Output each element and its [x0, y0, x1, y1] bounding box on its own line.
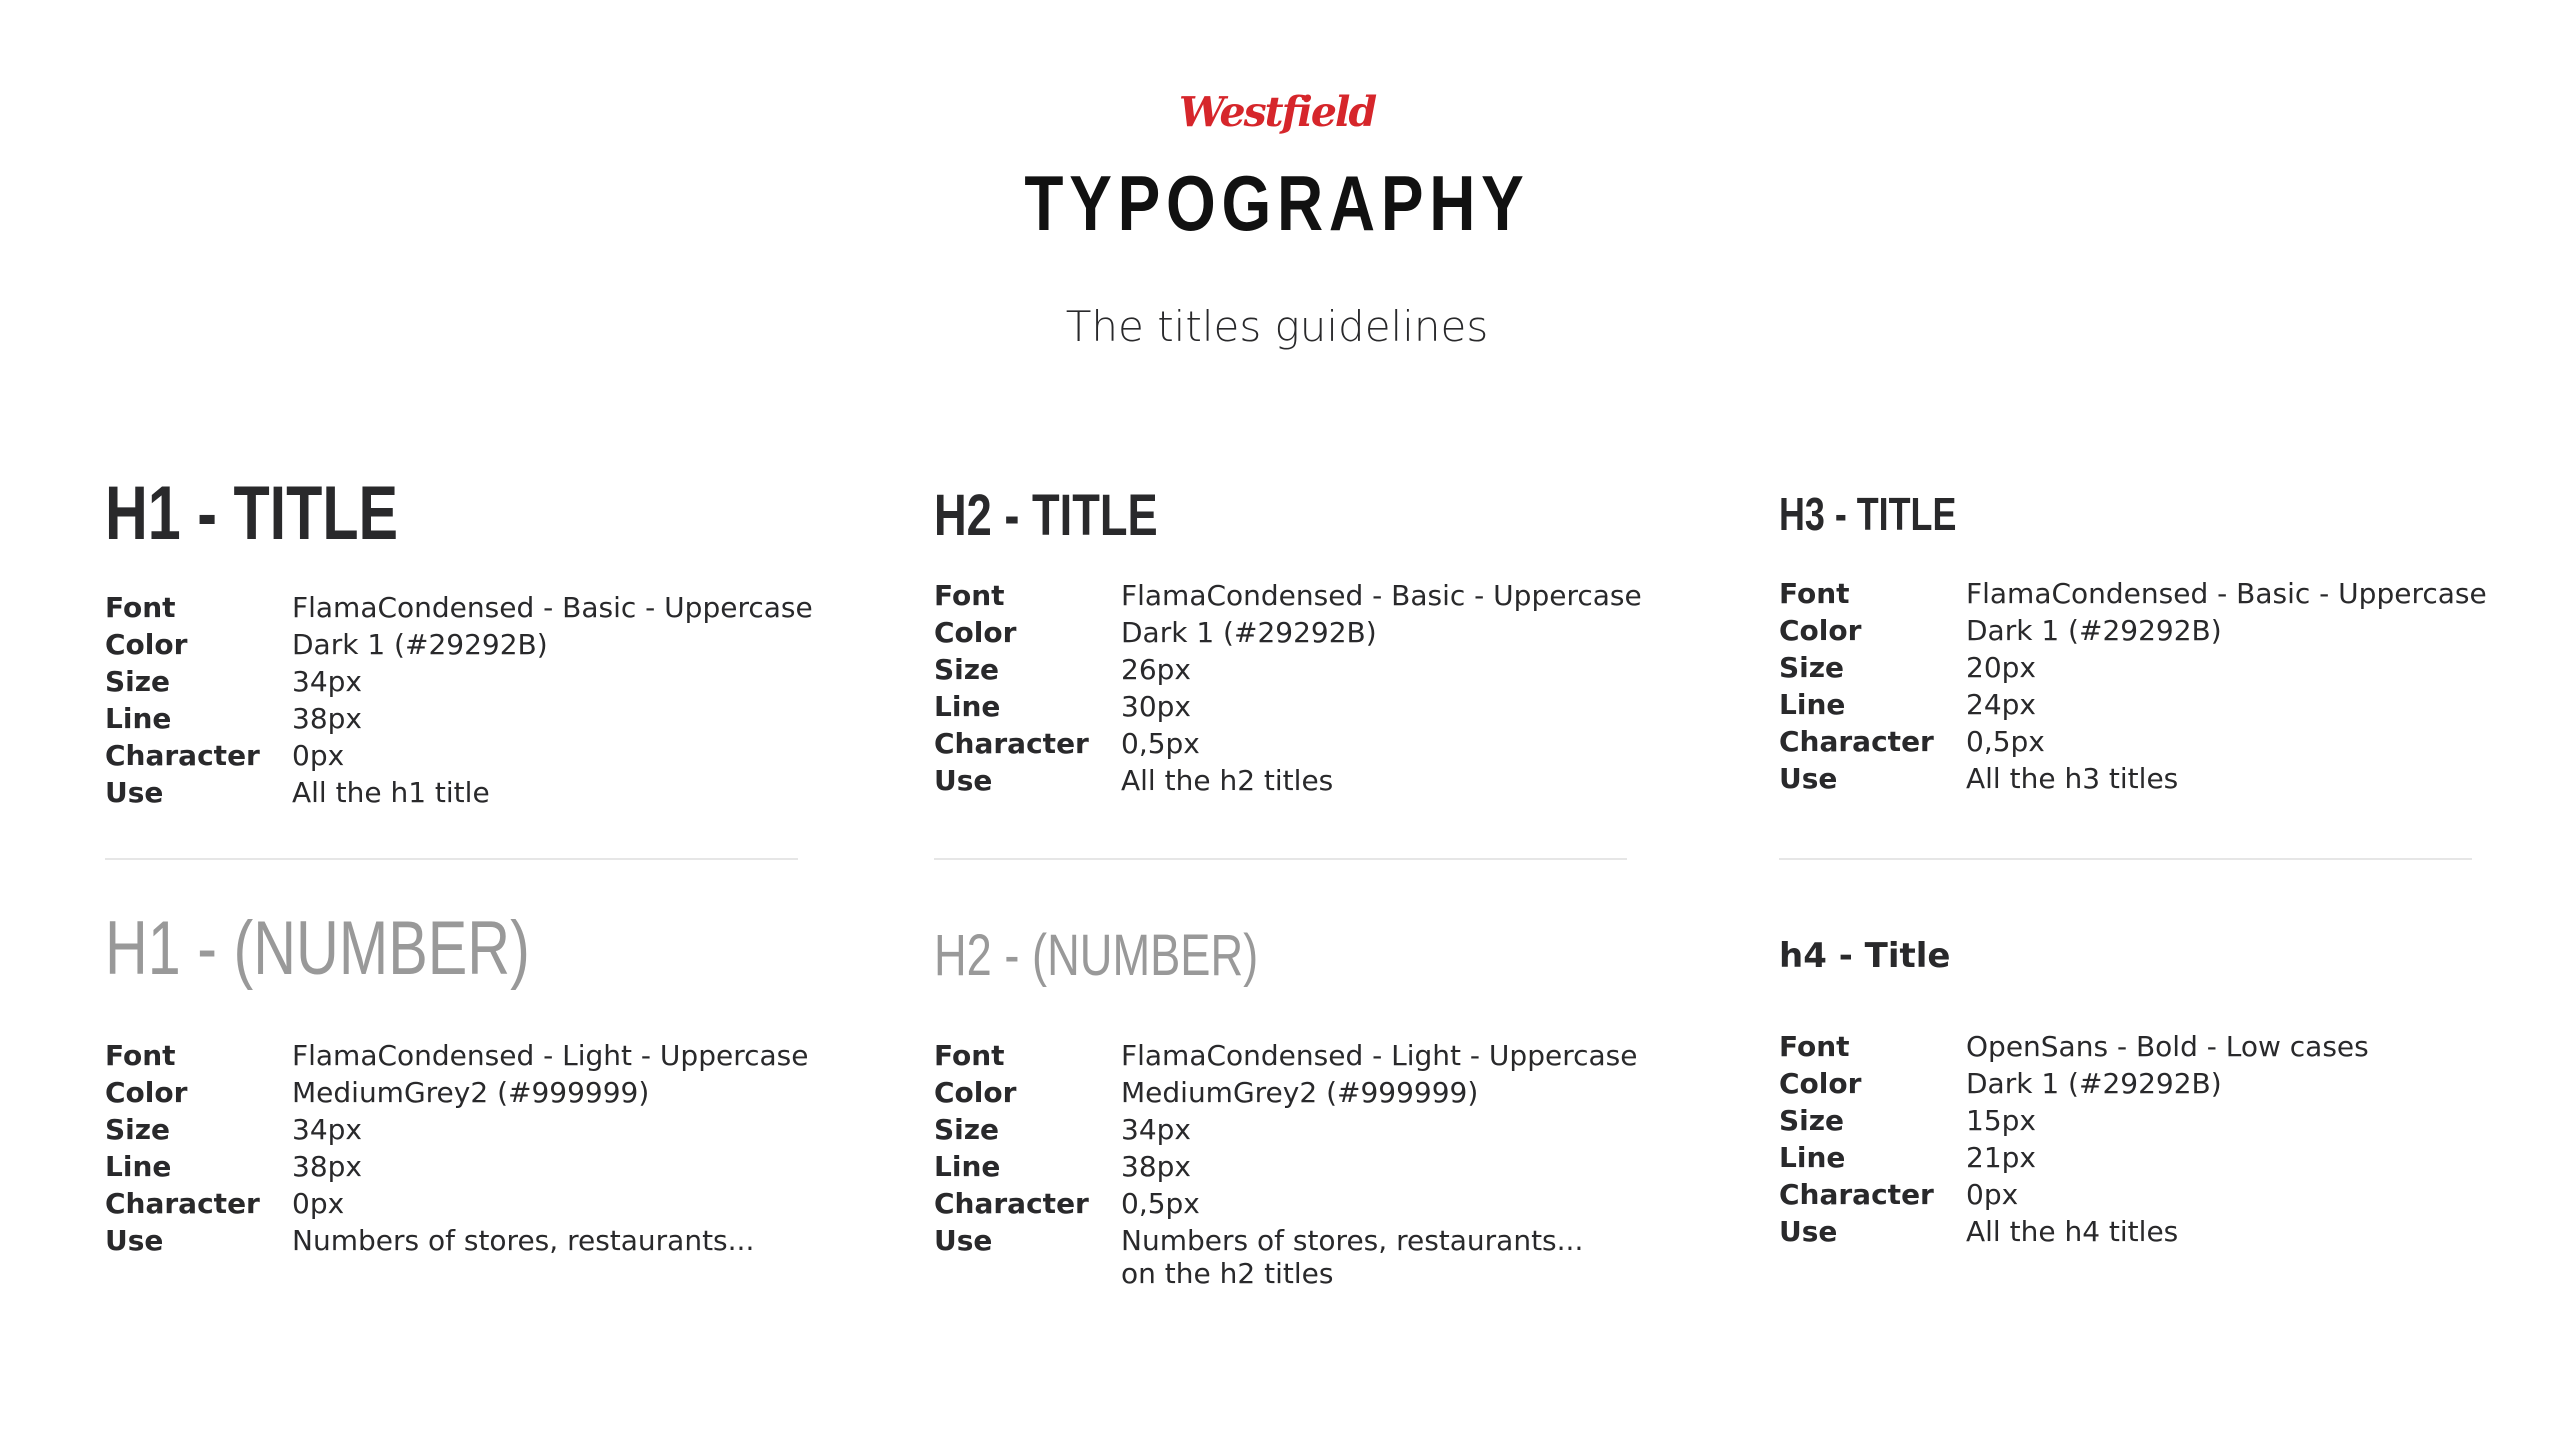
- page-title: TYPOGRAPHY: [1024, 159, 1530, 247]
- h1-title-sample: H1 - TITLE: [105, 471, 399, 556]
- spec-row-use: [1779, 1213, 2369, 1250]
- spec-row-line: [1779, 686, 2487, 723]
- spec-row-font: [105, 589, 813, 626]
- divider: [105, 858, 798, 860]
- spec-value-use: All the h4 titles: [1966, 1215, 2179, 1248]
- spec-value-line: 24px: [1966, 688, 2036, 721]
- spec-value-font: FlamaCondensed - Light - Uppercase: [292, 1039, 809, 1072]
- spec-row-line: [934, 688, 1642, 725]
- spec-label-color: Color: [105, 628, 188, 661]
- spec-label-color: Color: [1779, 1067, 1862, 1100]
- spec-value-color: Dark 1 (#29292B): [1966, 614, 2222, 647]
- spec-row-use: [934, 1222, 1637, 1289]
- spec-row-color: [105, 626, 813, 663]
- spec-label-use: Use: [934, 1224, 993, 1257]
- spec-label-font: Font: [1779, 577, 1850, 610]
- spec-label-font: Font: [934, 1039, 1005, 1072]
- spec-row-font: [1779, 1028, 2369, 1065]
- spec-label-use: Use: [105, 1224, 164, 1257]
- spec-row-color: [1779, 1065, 2369, 1102]
- spec-value-size: 34px: [292, 665, 362, 698]
- spec-value-use: All the h1 title: [292, 776, 490, 809]
- spec-label-character: Character: [1779, 1178, 1934, 1211]
- spec-label-size: Size: [105, 665, 171, 698]
- spec-label-use: Use: [105, 776, 164, 809]
- spec-label-line: Line: [105, 1150, 172, 1183]
- spec-row-size: [934, 1111, 1637, 1148]
- spec-row-character: [1779, 1176, 2369, 1213]
- spec-row-size: [105, 1111, 808, 1148]
- spec-label-use: Use: [1779, 762, 1838, 795]
- divider: [934, 858, 1627, 860]
- spec-value-character: 0px: [292, 739, 345, 772]
- spec-value-use-line-1: Numbers of stores, restaurants...: [1121, 1224, 1584, 1257]
- spec-value-size: 34px: [292, 1113, 362, 1146]
- spec-value-font: FlamaCondensed - Basic - Uppercase: [1121, 579, 1642, 612]
- h4-title-sample: h4 - Title: [1779, 936, 1951, 976]
- spec-value-size: 34px: [1121, 1113, 1191, 1146]
- spec-row-font: [105, 1037, 808, 1074]
- spec-row-use: [1779, 760, 2487, 797]
- spec-label-line: Line: [105, 702, 172, 735]
- spec-row-line: [934, 1148, 1637, 1185]
- spec-row-use: [105, 774, 813, 811]
- spec-row-color: [105, 1074, 808, 1111]
- spec-value-line: 38px: [292, 1150, 362, 1183]
- spec-value-use: Numbers of stores, restaurants...: [292, 1224, 755, 1257]
- spec-row-character: [934, 725, 1642, 762]
- spec-label-size: Size: [934, 653, 1000, 686]
- spec-row-color: [934, 614, 1642, 651]
- spec-value-use: All the h3 titles: [1966, 762, 2179, 795]
- spec-row-line: [105, 1148, 808, 1185]
- spec-label-size: Size: [105, 1113, 171, 1146]
- h4-spec-table: [1779, 1028, 2369, 1250]
- h1-number-spec-table: [105, 1037, 808, 1259]
- spec-row-font: [934, 577, 1642, 614]
- spec-row-use: [105, 1222, 808, 1259]
- h1-number-sample: H1 - (NUMBER): [105, 906, 530, 991]
- spec-label-font: Font: [934, 579, 1005, 612]
- spec-row-color: [1779, 612, 2487, 649]
- spec-label-color: Color: [105, 1076, 188, 1109]
- page-subtitle: The titles guidelines: [1065, 302, 1489, 351]
- spec-row-font: [934, 1037, 1637, 1074]
- spec-row-color: [934, 1074, 1637, 1111]
- spec-row-size: [934, 651, 1642, 688]
- spec-label-font: Font: [105, 1039, 176, 1072]
- spec-label-character: Character: [105, 739, 260, 772]
- spec-label-character: Character: [934, 727, 1089, 760]
- spec-value-character: 0,5px: [1121, 1187, 1200, 1220]
- spec-label-use: Use: [1779, 1215, 1838, 1248]
- spec-value-font: FlamaCondensed - Basic - Uppercase: [292, 591, 813, 624]
- spec-label-size: Size: [934, 1113, 1000, 1146]
- spec-label-use: Use: [934, 764, 993, 797]
- spec-row-font: [1779, 575, 2487, 612]
- spec-value-line: 30px: [1121, 690, 1191, 723]
- spec-row-character: [105, 737, 813, 774]
- spec-value-use: [1121, 1222, 1583, 1289]
- westfield-logo: Westfield: [1178, 88, 1376, 136]
- spec-row-character: [1779, 723, 2487, 760]
- h2-number-sample: H2 - (NUMBER): [934, 923, 1259, 988]
- spec-value-use: All the h2 titles: [1121, 764, 1334, 797]
- spec-value-character: 0,5px: [1121, 727, 1200, 760]
- spec-value-size: 20px: [1966, 651, 2036, 684]
- spec-value-font: FlamaCondensed - Light - Uppercase: [1121, 1039, 1638, 1072]
- spec-row-size: [105, 663, 813, 700]
- h1-spec-table: [105, 589, 813, 811]
- spec-value-font: OpenSans - Bold - Low cases: [1966, 1030, 2369, 1063]
- spec-label-line: Line: [934, 1150, 1001, 1183]
- spec-value-line: 38px: [292, 702, 362, 735]
- h2-spec-table: [934, 577, 1642, 799]
- spec-row-use: [934, 762, 1642, 799]
- h2-title-sample: H2 - TITLE: [934, 483, 1158, 548]
- spec-label-size: Size: [1779, 1104, 1845, 1137]
- spec-value-character: 0,5px: [1966, 725, 2045, 758]
- spec-row-size: [1779, 1102, 2369, 1139]
- spec-label-size: Size: [1779, 651, 1845, 684]
- spec-value-color: Dark 1 (#29292B): [1121, 616, 1377, 649]
- spec-value-character: 0px: [1966, 1178, 2019, 1211]
- spec-row-character: [105, 1185, 808, 1222]
- spec-value-line: 21px: [1966, 1141, 2036, 1174]
- divider: [1779, 858, 2472, 860]
- spec-label-character: Character: [934, 1187, 1089, 1220]
- spec-value-color: Dark 1 (#29292B): [292, 628, 548, 661]
- spec-row-character: [934, 1185, 1637, 1222]
- h3-spec-table: [1779, 575, 2487, 797]
- spec-label-character: Character: [1779, 725, 1934, 758]
- spec-value-color: MediumGrey2 (#999999): [292, 1076, 650, 1109]
- spec-label-color: Color: [1779, 614, 1862, 647]
- h3-title-sample: H3 - TITLE: [1779, 488, 1957, 540]
- h2-number-spec-table: [934, 1037, 1637, 1289]
- spec-value-line: 38px: [1121, 1150, 1191, 1183]
- spec-row-size: [1779, 649, 2487, 686]
- spec-label-line: Line: [1779, 1141, 1846, 1174]
- spec-label-character: Character: [105, 1187, 260, 1220]
- spec-label-line: Line: [934, 690, 1001, 723]
- spec-value-color: MediumGrey2 (#999999): [1121, 1076, 1479, 1109]
- spec-value-size: 15px: [1966, 1104, 2036, 1137]
- spec-value-size: 26px: [1121, 653, 1191, 686]
- spec-label-font: Font: [105, 591, 176, 624]
- spec-label-font: Font: [1779, 1030, 1850, 1063]
- spec-value-character: 0px: [292, 1187, 345, 1220]
- spec-value-use-line-2: on the h2 titles: [1121, 1257, 1334, 1290]
- spec-label-line: Line: [1779, 688, 1846, 721]
- spec-label-color: Color: [934, 1076, 1017, 1109]
- spec-value-font: FlamaCondensed - Basic - Uppercase: [1966, 577, 2487, 610]
- spec-row-line: [105, 700, 813, 737]
- spec-row-line: [1779, 1139, 2369, 1176]
- spec-value-color: Dark 1 (#29292B): [1966, 1067, 2222, 1100]
- spec-label-color: Color: [934, 616, 1017, 649]
